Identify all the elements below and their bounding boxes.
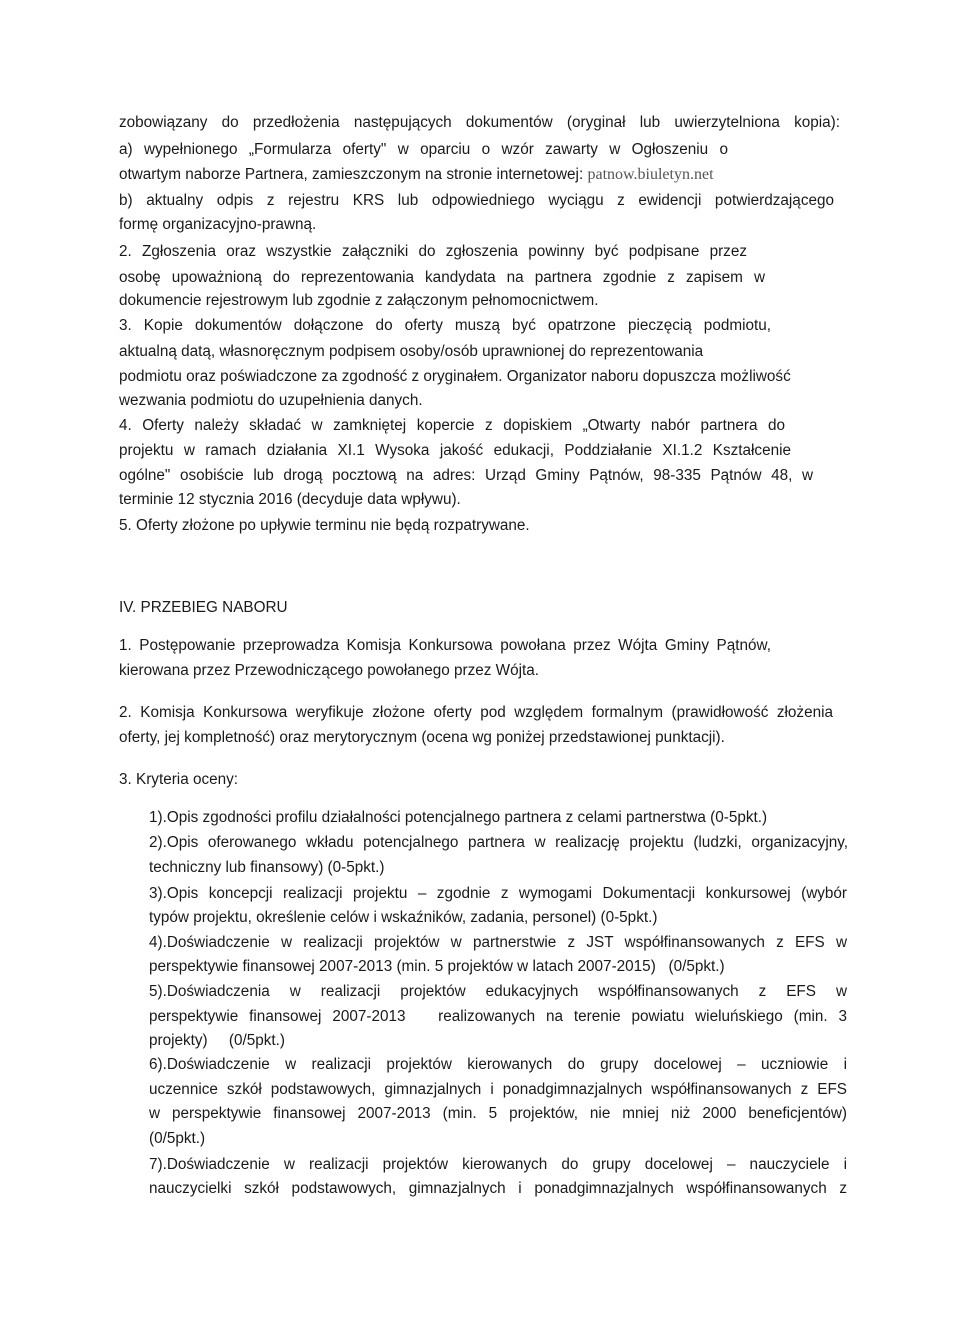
website-link[interactable]: patnow.biuletyn.net: [587, 166, 714, 183]
paragraph-line: b) aktualny odpis z rejestru KRS lub odpowiedniego wyciągu z ewidencji potwierdzającego: [119, 192, 834, 209]
paragraph-line: projektu w ramach działania XI.1 Wysoka jakość edukacji, Poddziałanie XI.1.2 Kształcenie: [119, 442, 791, 459]
paragraph-line: terminie 12 stycznia 2016 (decyduje data wpływu).: [119, 491, 461, 508]
criteria-line: 2).Opis oferowanego wkładu potencjalnego partnera w realizację projektu (ludzki, organizacyjny,: [149, 834, 848, 851]
criteria-line: typów projektu, określenie celów i wskaźników, zadania, personel) (0-5pkt.): [149, 909, 658, 926]
section-heading: IV. PRZEBIEG NABORU: [119, 599, 288, 616]
paragraph-line: 3. Kopie dokumentów dołączone do oferty muszą być opatrzone pieczęcią podmiotu,: [119, 317, 771, 334]
paragraph-line: [119, 163, 714, 187]
paragraph-line: formę organizacyjno-prawną.: [119, 216, 317, 233]
paragraph-line: 1. Postępowanie przeprowadza Komisja Konkursowa powołana przez Wójta Gminy Pątnów,: [119, 637, 771, 654]
subsection-heading: 3. Kryteria oceny:: [119, 771, 239, 788]
paragraph-line: 4. Oferty należy składać w zamkniętej kopercie z dopiskiem „Otwarty nabór partnera do: [119, 417, 785, 434]
criteria-line: w perspektywie finansowej 2007-2013 (min. 5 projektów, nie mniej niż 2000 beneficjentów): [149, 1105, 847, 1122]
criteria-line: 7).Doświadczenie w realizacji projektów kierowanych do grupy docelowej – nauczyciele i: [149, 1156, 847, 1173]
paragraph-line: aktualną datą, własnoręcznym podpisem osoby/osób uprawnionej do reprezentowania: [119, 343, 704, 360]
paragraph-line: ogólne" osobiście lub drogą pocztową na adres: Urząd Gminy Pątnów, 98-335 Pątnów 48, w: [119, 467, 813, 484]
paragraph-line: a) wypełnionego „Formularza oferty" w oparciu o wzór zawarty w Ogłoszeniu o: [119, 141, 728, 158]
paragraph-line: zobowiązany do przedłożenia następujących dokumentów (oryginał lub uwierzytelniona kopia):: [119, 114, 840, 131]
criteria-line: nauczycielki szkół podstawowych, gimnazjalnych i ponadgimnazjalnych współfinansowanych z: [149, 1180, 847, 1197]
criteria-line: 5).Doświadczenia w realizacji projektów edukacyjnych współfinansowanych z EFS w: [149, 983, 847, 1000]
criteria-line: (0/5pkt.): [149, 1130, 206, 1147]
criteria-line: techniczny lub finansowy) (0-5pkt.): [149, 859, 385, 876]
criteria-line: projekty) (0/5pkt.): [149, 1032, 286, 1049]
paragraph-line: oferty, jej kompletność) oraz merytorycznym (ocena wg poniżej przedstawionej punktacji).: [119, 729, 725, 746]
paragraph-text: otwartym naborze Partnera, zamieszczonym na stronie internetowej:: [119, 166, 588, 183]
paragraph-line: 2. Zgłoszenia oraz wszystkie załączniki do zgłoszenia powinny być podpisane przez: [119, 243, 747, 260]
criteria-line: 4).Doświadczenie w realizacji projektów w partnerstwie z JST współfinansowanych z EFS w: [149, 934, 847, 951]
criteria-line: perspektywie finansowej 2007-2013 (min. 5 projektów w latach 2007-2015) (0/5pkt.): [149, 958, 725, 975]
paragraph-line: wezwania podmiotu do uzupełnienia danych.: [119, 392, 423, 409]
paragraph-line: osobę upoważnioną do reprezentowania kandydata na partnera zgodnie z zapisem w: [119, 269, 765, 286]
criteria-line: 3).Opis koncepcji realizacji projektu – zgodnie z wymogami Dokumentacji konkursowej (wybór: [149, 885, 847, 902]
paragraph-line: 5. Oferty złożone po upływie terminu nie będą rozpatrywane.: [119, 517, 530, 534]
criteria-line: 1).Opis zgodności profilu działalności potencjalnego partnera z celami partnerstwa (0-5pkt.): [149, 809, 768, 826]
criteria-line: uczennice szkół podstawowych, gimnazjalnych i ponadgimnazjalnych współfinansowanych z EFS: [149, 1081, 847, 1098]
paragraph-line: dokumencie rejestrowym lub zgodnie z załączonym pełnomocnictwem.: [119, 292, 599, 309]
paragraph-line: podmiotu oraz poświadczone za zgodność z oryginałem. Organizator naboru dopuszcza możliwość: [119, 368, 791, 385]
criteria-line: 6).Doświadczenie w realizacji projektów kierowanych do grupy docelowej – uczniowie i: [149, 1056, 847, 1073]
paragraph-line: kierowana przez Przewodniczącego powołanego przez Wójta.: [119, 662, 540, 679]
paragraph-line: 2. Komisja Konkursowa weryfikuje złożone oferty pod względem formalnym (prawidłowość złożenia: [119, 704, 833, 721]
criteria-line: perspektywie finansowej 2007-2013 realizowanych na terenie powiatu wieluńskiego (min. 3: [149, 1008, 847, 1025]
